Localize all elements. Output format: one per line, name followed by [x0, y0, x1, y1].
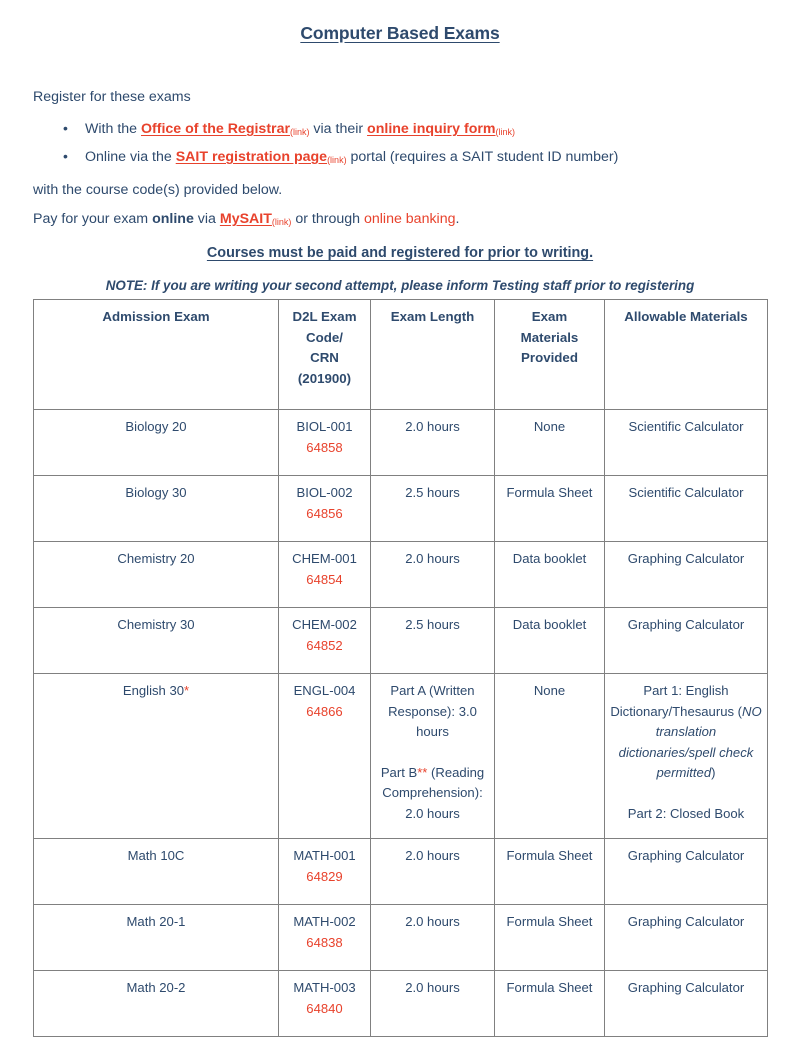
cell-admission-exam: Biology 20: [34, 410, 279, 476]
spacer: [609, 784, 763, 804]
exam-crn: 64854: [306, 571, 343, 587]
col2-line1: D2L Exam: [292, 309, 357, 324]
table-row: [34, 542, 768, 608]
column-header-exam-materials-provided: [495, 300, 605, 410]
cell-materials-provided: None: [495, 674, 605, 839]
list-item: [33, 119, 618, 140]
page-title-text: Computer Based Exams: [300, 23, 500, 43]
mysait-link-sub: (link): [271, 217, 292, 227]
table-row: [34, 905, 768, 971]
cell-exam-length: 2.0 hours: [371, 839, 495, 905]
pay-mid2: or through: [291, 211, 364, 227]
cell-allowable-materials: Graphing Calculator: [605, 971, 768, 1037]
pay-mid: via: [193, 211, 220, 227]
bullet-2-pre: Online via the: [85, 149, 176, 165]
col2-line3: CRN: [310, 350, 339, 365]
cell-exam-length: 2.0 hours: [371, 971, 495, 1037]
exam-length-part-a: Part A (Written Response): 3.0 hours: [388, 683, 477, 739]
exam-crn: 64866: [306, 703, 343, 719]
cell-materials-provided: None: [495, 410, 605, 476]
exam-crn: 64852: [306, 637, 343, 653]
exam-crn: 64840: [306, 1000, 343, 1016]
exam-code: BIOL-002: [296, 485, 353, 500]
exam-crn: 64858: [306, 439, 343, 455]
exam-length-part-b-label: Part B: [380, 764, 418, 780]
table-row: [34, 476, 768, 542]
cell-allowable-materials: Graphing Calculator: [605, 905, 768, 971]
allowable-part2: Part 2: Closed Book: [627, 805, 745, 821]
cell-exam-code: [279, 905, 371, 971]
table-row: [34, 971, 768, 1037]
exam-crn: 64829: [306, 868, 343, 884]
course-code-note: with the course code(s) provided below.: [33, 182, 283, 198]
table-row: [34, 608, 768, 674]
cell-exam-length: 2.0 hours: [371, 905, 495, 971]
col4-line3: Provided: [521, 350, 578, 365]
payment-paragraph: [33, 209, 459, 230]
cell-allowable-materials: Graphing Calculator: [605, 839, 768, 905]
cell-materials-provided: Formula Sheet: [495, 971, 605, 1037]
table-row: [34, 410, 768, 476]
col4-line2: Materials: [520, 329, 579, 345]
exam-code: MATH-001: [293, 848, 356, 863]
cell-materials-provided: Formula Sheet: [495, 839, 605, 905]
footnote-asterisk: *: [184, 683, 190, 698]
office-of-the-registrar-link-sub: (link): [289, 127, 310, 137]
cell-exam-length: [371, 674, 495, 839]
table-header-row: [34, 300, 768, 410]
exam-code: MATH-003: [293, 980, 356, 995]
col2-line2: Code/: [306, 329, 343, 345]
column-header-exam-length: Exam Length: [371, 300, 495, 410]
second-attempt-note: NOTE: If you are writing your second attempt, please inform Testing staff prior to registering: [105, 278, 695, 293]
cell-materials-provided: Formula Sheet: [495, 905, 605, 971]
exam-name: English 30: [122, 683, 185, 698]
cell-exam-code: [279, 542, 371, 608]
exam-code: CHEM-001: [292, 551, 357, 566]
mysait-link[interactable]: MySAIT: [219, 211, 272, 227]
online-inquiry-form-link-sub: (link): [495, 127, 516, 137]
intro-paragraph: Register for these exams: [33, 89, 191, 105]
column-header-d2l-exam-code: [279, 300, 371, 410]
cell-exam-code: [279, 476, 371, 542]
exam-code: ENGL-004: [293, 683, 356, 698]
allowable-part1-italic: NO translation dictionaries/spell check permitted: [618, 703, 762, 780]
cell-allowable-materials: Scientific Calculator: [605, 476, 768, 542]
registration-bullet-list: [33, 119, 618, 175]
cell-admission-exam: Math 20-1: [34, 905, 279, 971]
online-banking-text: online banking: [363, 211, 456, 227]
spacer: [375, 743, 490, 763]
cell-admission-exam: Chemistry 30: [34, 608, 279, 674]
pay-online-bold: online: [152, 211, 194, 227]
col2-line4: (201900): [297, 370, 352, 386]
sait-registration-page-link[interactable]: SAIT registration page: [175, 149, 328, 165]
table-row: [34, 839, 768, 905]
cell-materials-provided: Data booklet: [495, 608, 605, 674]
office-of-the-registrar-link[interactable]: Office of the Registrar: [140, 121, 290, 137]
cell-exam-code: [279, 410, 371, 476]
bullet-1-pre: With the: [85, 121, 141, 137]
exam-schedule-table: [33, 299, 768, 1037]
courses-paid-notice-text: Courses must be paid and registered for prior to writing.: [206, 245, 594, 261]
cell-exam-length: 2.0 hours: [371, 410, 495, 476]
allowable-part1-pre: Part 1: English Dictionary/Thesaurus (: [610, 683, 743, 719]
cell-exam-code: [279, 674, 371, 839]
courses-paid-notice: [0, 245, 800, 261]
cell-materials-provided: Data booklet: [495, 542, 605, 608]
col4-line1: Exam: [531, 309, 568, 324]
exam-code: BIOL-001: [296, 419, 353, 434]
cell-exam-code: [279, 971, 371, 1037]
cell-admission-exam: Math 20-2: [34, 971, 279, 1037]
cell-allowable-materials: Graphing Calculator: [605, 608, 768, 674]
page-title: [0, 23, 800, 44]
cell-exam-length: 2.5 hours: [371, 608, 495, 674]
exam-crn: 64838: [306, 934, 343, 950]
bullet-2-mid: portal (requires a SAIT student ID number): [346, 149, 619, 165]
cell-admission-exam: Biology 30: [34, 476, 279, 542]
cell-admission-exam: [34, 674, 279, 839]
bullet-1-mid: via their: [309, 121, 368, 137]
cell-materials-provided: Formula Sheet: [495, 476, 605, 542]
online-inquiry-form-link[interactable]: online inquiry form: [367, 121, 496, 137]
sait-registration-page-link-sub: (link): [327, 155, 347, 165]
footnote-double-asterisk: **: [417, 764, 428, 780]
cell-exam-length: 2.5 hours: [371, 476, 495, 542]
column-header-admission-exam: Admission Exam: [34, 300, 279, 410]
exam-code: MATH-002: [293, 914, 356, 929]
table-row: [34, 674, 768, 839]
pay-pre: Pay for your exam: [33, 211, 153, 227]
exam-crn: 64856: [306, 505, 343, 521]
list-item: [33, 147, 618, 168]
cell-exam-code: [279, 839, 371, 905]
cell-exam-length: 2.0 hours: [371, 542, 495, 608]
cell-allowable-materials: [605, 674, 768, 839]
cell-exam-code: [279, 608, 371, 674]
cell-allowable-materials: Scientific Calculator: [605, 410, 768, 476]
exam-code: CHEM-002: [292, 617, 357, 632]
cell-admission-exam: Math 10C: [34, 839, 279, 905]
allowable-part1-post: ): [711, 765, 716, 780]
exam-length-part-b-rest: (Reading Comprehension): 2.0 hours: [382, 764, 485, 821]
pay-post: .: [455, 211, 460, 227]
cell-admission-exam: Chemistry 20: [34, 542, 279, 608]
cell-allowable-materials: Graphing Calculator: [605, 542, 768, 608]
column-header-allowable-materials: Allowable Materials: [605, 300, 768, 410]
